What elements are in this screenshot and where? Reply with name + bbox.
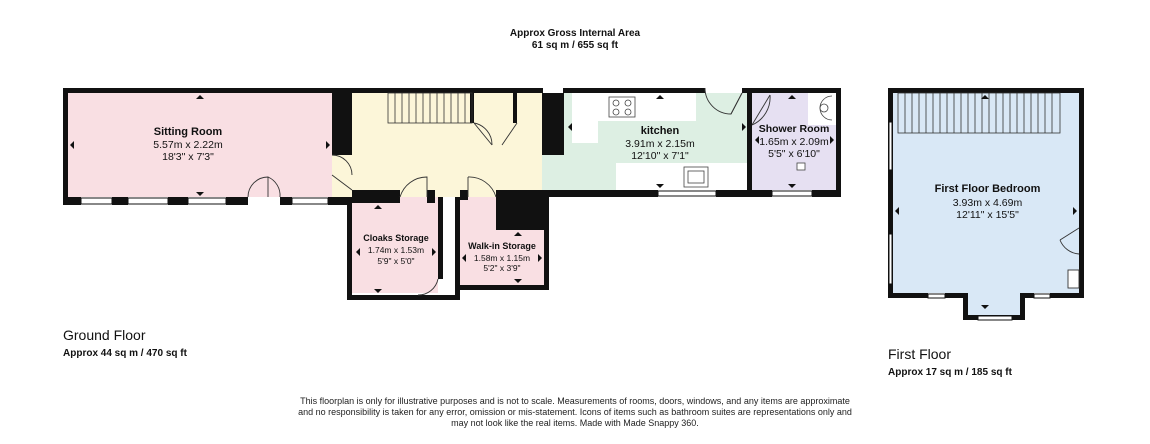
gross-area-value: 61 sq m / 655 sq ft — [531, 40, 619, 51]
disclaimer — [285, 396, 865, 429]
ground-floor-area: Approx 44 sq m / 470 sq ft — [63, 348, 187, 359]
sitting-room-imperial: 18'3" x 7'3" — [162, 151, 214, 163]
sitting-room-label: Sitting Room — [153, 126, 223, 138]
shower-room-imperial: 5'5" x 6'10" — [768, 148, 820, 160]
first-floor-label: First Floor — [888, 346, 951, 362]
disclaimer-line-1: This floorplan is only for illustrative purposes and is not to scale. Measurements of rooms, doors, windows, and any items are approximate — [300, 396, 850, 406]
bedroom-label: First Floor Bedroom — [934, 183, 1041, 195]
gross-area-title: Approx Gross Internal Area — [509, 28, 641, 39]
disclaimer-line-2: and no responsibility is taken for any error, omission or mis-statement. Icons of items such as bathroom suites are representations only and — [298, 407, 852, 417]
walkin-storage-imperial: 5'2" x 3'9" — [483, 263, 521, 273]
shower-room-label: Shower Room — [758, 123, 830, 135]
walkin-storage-label: Walk-in Storage — [468, 241, 536, 251]
bedroom-metric: 3.93m x 4.69m — [952, 197, 1023, 209]
walkin-storage-metric: 1.58m x 1.15m — [473, 253, 531, 263]
kitchen-label: kitchen — [640, 125, 680, 137]
cloaks-storage-label: Cloaks Storage — [363, 233, 429, 243]
shower-room-metric: 1.65m x 2.09m — [759, 136, 829, 148]
kitchen-worktop-left — [572, 121, 598, 143]
bedroom-bay-fill — [968, 293, 1020, 315]
kitchen-sink — [684, 167, 708, 187]
ground-floor-plan — [63, 88, 841, 300]
kitchen-imperial: 12'10" x 7'1" — [631, 150, 689, 162]
cloaks-storage-imperial: 5'9" x 5'0" — [377, 256, 415, 266]
sitting-room-metric: 5.57m x 2.22m — [153, 139, 223, 151]
cloaks-storage-metric: 1.74m x 1.53m — [367, 245, 425, 255]
kitchen-metric: 3.91m x 2.15m — [625, 138, 695, 150]
ground-floor-label: Ground Floor — [63, 327, 146, 343]
disclaimer-line-3: may not look like the real items. Made with Made Snappy 360. — [451, 418, 699, 428]
kitchen-hob — [609, 97, 635, 117]
bedroom-imperial: 12'11" x 15'5" — [956, 209, 1019, 221]
kitchen-worktop-bottom — [616, 163, 750, 190]
first-floor-area: Approx 17 sq m / 185 sq ft — [888, 367, 1012, 378]
